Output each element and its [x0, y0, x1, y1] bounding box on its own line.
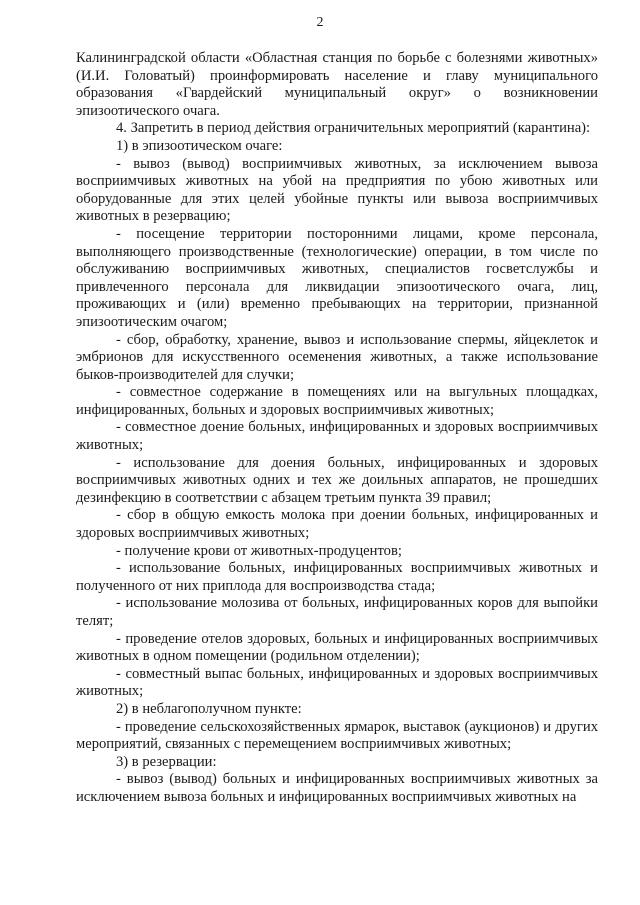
paragraph: - совместный выпас больных, инфицированных и здоровых восприимчивых животных; — [76, 665, 598, 700]
paragraph: 4. Запретить в период действия ограничительных мероприятий (карантина): — [116, 120, 591, 137]
document-body — [76, 50, 598, 807]
paragraph: 1) в эпизоотическом очаге: — [116, 137, 283, 154]
paragraph: - посещение территории посторонними лицами, кроме персонала, выполняющего производственные (технологические) операции, в том числе по обслуживанию восприимчивых животных, специалистов госветслужбы и привлеченного персонала для ликвидации эпизоотического очага, лиц, проживающих и (или) временно пребывающих на территории, признанной эпизоотическим очагом; — [76, 225, 598, 330]
paragraph: - проведение отелов здоровых, больных и инфицированных восприимчивых животных в одном помещении (родильном отделении); — [76, 630, 598, 665]
paragraph: - использование больных, инфицированных восприимчивых животных и полученного от них приплода для воспроизводства стада; — [76, 560, 598, 594]
paragraph: 2) в неблагополучном пункте: — [116, 700, 302, 717]
paragraph: 3) в резервации: — [116, 753, 217, 770]
paragraph: - проведение сельскохозяйственных ярмарок, выставок (аукционов) и других мероприятий, связанных с перемещением восприимчивых животных; — [76, 718, 598, 753]
paragraph: - совместное содержание в помещениях или на выгульных площадках, инфицированных, больных и здоровых восприимчивых животных; — [76, 384, 598, 418]
paragraph: - использование для доения больных, инфицированных и здоровых восприимчивых животных одних и тех же доильных аппаратов, не прошедших дезинфекцию в соответствии с абзацем третьим пункта 39 правил; — [76, 454, 598, 506]
paragraph: - использование молозива от больных, инфицированных коров для выпойки телят; — [76, 595, 598, 629]
paragraph: - сбор, обработку, хранение, вывоз и использование спермы, яйцеклеток и эмбрионов для искусственного осеменения животных, а также использование быков-производителей для случки; — [76, 331, 598, 383]
paragraph: - вывоз (вывод) больных и инфицированных восприимчивых животных за исключением вывоза больных и инфицированных восприимчивых животных на — [76, 771, 598, 805]
paragraph: - получение крови от животных-продуцентов; — [116, 542, 402, 559]
paragraph: - вывоз (вывод) восприимчивых животных, за исключением вывоза восприимчивых животных на убой на предприятия по убою животных или оборудованные для этих целей убойные пункты или вывоза восприимчивых животных в резервацию; — [76, 155, 598, 225]
page-number: 2 — [316, 15, 324, 30]
paragraph: - сбор в общую емкость молока при доении больных, инфицированных и здоровых восприимчивых животных; — [76, 507, 598, 542]
paragraph: - совместное доение больных, инфицированных и здоровых восприимчивых животных; — [76, 419, 598, 454]
paragraph: Калининградской области «Областная станция по борьбе с болезнями животных» (И.И. Головатый) проинформировать население и главу муниципального образования «Гвардейский муниципальный округ» о возникновении эпизоотического очага. — [76, 50, 598, 119]
